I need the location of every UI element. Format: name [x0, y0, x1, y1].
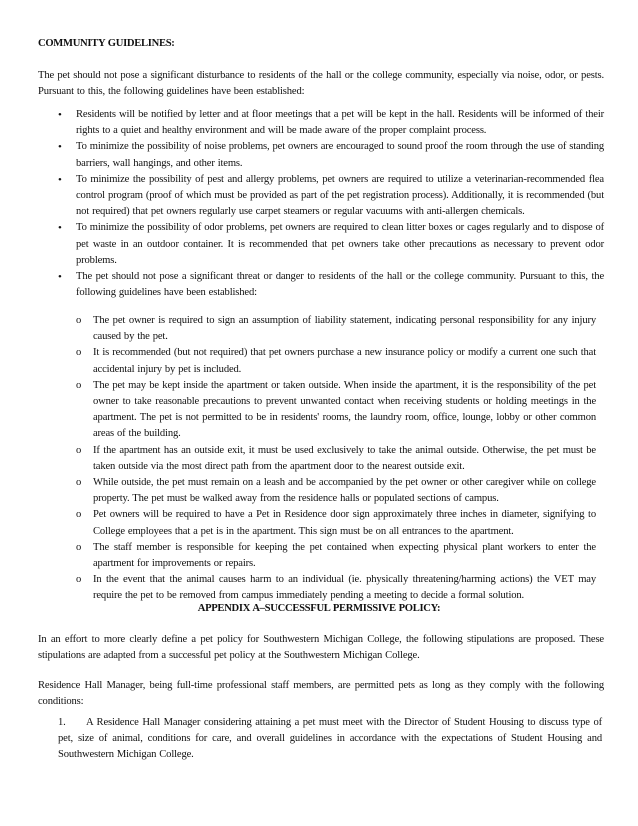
guideline-item: • To minimize the possibility of noise problems, pet owners are encouraged to sound proof the room through the use of standing barriers, wall hangings, and other items. [58, 139, 604, 171]
item-text: A Residence Hall Manager considering attaining a pet must meet with the Director of Student Housing to discuss type of pet, size of animal, conditions for care, and overall guidelines in accordance with the expectations of Student Housing and Southwestern Michigan College. [58, 717, 602, 761]
appendix-manager-paragraph: Residence Hall Manager, being full-time professional staff members, are permitted pets as long as they comply with the following conditions: [38, 680, 604, 708]
guideline-item: • Residents will be notified by letter and at floor meetings that a pet will be kept in the hall. Residents will be informed of their rights to a quiet and healthy environment and will be made aware of the proper complaint process. [58, 107, 604, 139]
section-heading: COMMUNITY GUIDELINES: [38, 38, 175, 49]
safety-guideline-item: o Pet owners will be required to have a Pet in Residence door sign approximately three inches in diameter, signifying to College employees that a pet is in the apartment. This sign must be on all entrances to the apartment. [76, 507, 596, 539]
item-number: 1. [58, 717, 66, 728]
guideline-item: • The pet should not pose a significant threat or danger to residents of the hall or the college community. Pursuant to this, the following guidelines have been established: [58, 269, 604, 301]
safety-guideline-item: o The staff member is responsible for keeping the pet contained when expecting physical plant workers to enter the apartment for improvements or repairs. [76, 540, 596, 572]
intro-paragraph: The pet should not pose a significant disturbance to residents of the hall or the college community, especially via noise, odor, or pests. Pursuant to this, the following guidelines have been established: [38, 70, 604, 98]
appendix-intro-paragraph: In an effort to more clearly define a pet policy for Southwestern Michigan College, the following stipulations are proposed. These stipulations are adapted from a successful pet policy at the Southwestern Michigan College. [38, 634, 604, 662]
safety-guideline-item: o It is recommended (but not required) that pet owners purchase a new insurance policy or modify a current one such that accidental injury by pet is included. [76, 345, 596, 377]
safety-guideline-item: o The pet may be kept inside the apartment or taken outside. When inside the apartment, it is the responsibility of the pet owner to take reasonable precautions to prevent unwanted contact when receiving students or holding meetings in the apartment. The pet is not permitted to be in residents' rooms, the laundry room, office, lounge, lobby or other common areas of the building. [76, 378, 596, 443]
guideline-list [58, 107, 604, 301]
guideline-item: • To minimize the possibility of odor problems, pet owners are required to clean litter boxes or cages regularly and to dispose of pet waste in an outdoor container. It is recommended that pet owners take other precautions as necessary to prevent odor problems. [58, 220, 604, 269]
safety-guideline-item: o In the event that the animal causes harm to an individual (ie. physically threatening/harming actions) the VET may require the pet to be removed from campus immediately pending a meeting to decide a formal solution. [76, 572, 596, 604]
safety-guideline-item: o The pet owner is required to sign an assumption of liability statement, indicating personal responsibility for any injury caused by the pet. [76, 313, 596, 345]
safety-guideline-item: o If the apartment has an outside exit, it must be used exclusively to take the animal outside. Otherwise, the pet must be taken outside via the most direct path from the apartment door to the nearest outside exit. [76, 443, 596, 475]
safety-guideline-list [76, 313, 596, 605]
appendix-title: APPENDIX A–SUCCESSFUL PERMISSIVE POLICY: [197, 603, 441, 614]
guideline-item: • To minimize the possibility of pest and allergy problems, pet owners are required to utilize a veterinarian-recommended flea control program (proof of which must be provided as part of the pet registration process). Additionally, it is recommended (but not required) that pet owners regularly use carpet steamers or regular vacuums with anti-allergen chemicals. [58, 172, 604, 221]
safety-guideline-item: o While outside, the pet must remain on a leash and be accompanied by the pet owner or other caregiver while on college property. The pet must be walked away from the residence halls or populated sections of campus. [76, 475, 596, 507]
numbered-item [58, 715, 602, 764]
